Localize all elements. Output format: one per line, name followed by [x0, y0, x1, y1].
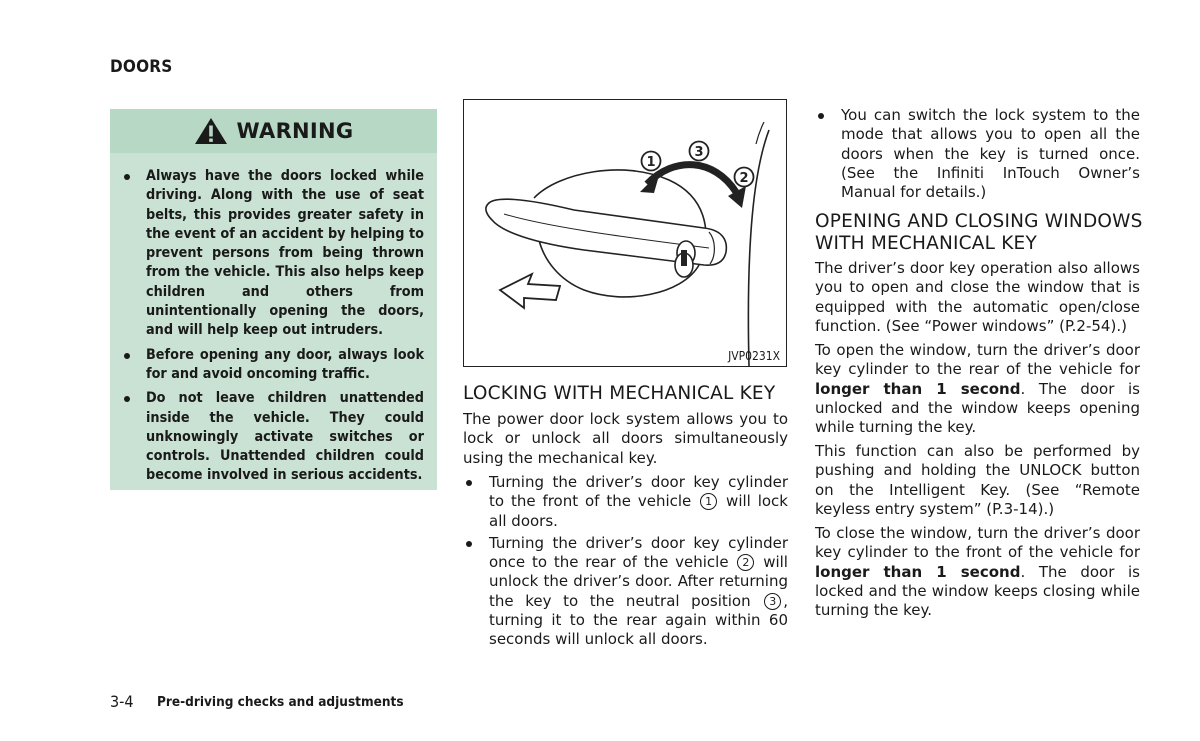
text-run: . The door is unlocked and the window keeps opening while turning the key.	[815, 379, 1140, 437]
figure-marker: 1	[646, 155, 656, 170]
bullet-icon	[124, 353, 130, 359]
windows-paragraph-2	[815, 341, 1140, 437]
list-item	[463, 534, 788, 650]
text-run: To open the window, turn the driver’s door key cylinder to the rear of the vehicle for	[815, 341, 1140, 379]
step-marker: 1	[700, 493, 717, 510]
warning-list	[124, 167, 424, 491]
windows-paragraph-3: This function can also be performed by pushing and holding the UNLOCK button on the Intelligent Key. (See “Remote keyless entry system” (P.3-14).)	[815, 442, 1140, 518]
warning-item	[124, 167, 424, 341]
warning-item-text: Do not leave children unattended inside the vehicle. They could unknowingly activate switches or controls. Unattended children could become involved in serious accidents.	[146, 390, 424, 484]
door-handle-illustration	[464, 100, 786, 366]
bullet-icon	[124, 174, 130, 180]
step-marker: 3	[764, 593, 781, 610]
section-title: DOORS	[110, 57, 173, 77]
warning-item	[124, 346, 424, 385]
warning-item-text: Always have the doors locked while driving. Along with the use of seat belts, this provides greater safety in the event of an accident by helping to prevent persons from being thrown from the vehicle. This also helps keep children and others from unintentionally opening the doors, and will help keep out intruders.	[146, 168, 424, 339]
list-item-text: Turning the driver’s door key cylinder once to the rear of the vehicle	[489, 533, 788, 572]
page-number: 3-4	[110, 692, 134, 711]
warning-box	[110, 109, 437, 490]
warning-item	[124, 389, 424, 485]
switch-note-list	[815, 106, 1140, 205]
windows-paragraph-1: The driver’s door key operation also allows you to open and close the window that is equipped with the automatic open/close function. (See “Power windows” (P.2-54).)	[815, 259, 1140, 335]
windows-heading: OPENING AND CLOSING WINDOWS WITH MECHANICAL KEY	[815, 211, 1143, 254]
locking-bullet-list	[463, 473, 788, 653]
bullet-icon	[124, 396, 130, 402]
bullet-icon	[466, 541, 472, 547]
list-item-text: You can switch the lock system to the mode that allows you to open all the doors when the key is turned once. (See the Infiniti InTouch Owner’s Manual for details.)	[841, 106, 1140, 202]
emphasis-text: longer than 1 second	[815, 379, 1021, 398]
figure-marker: 3	[694, 145, 704, 160]
figure-label: JVP0231X	[728, 349, 780, 363]
windows-paragraph-4	[815, 524, 1140, 620]
warning-item-text: Before opening any door, always look for and avoid oncoming traffic.	[146, 346, 424, 382]
list-item-text: will lock all doors.	[489, 492, 788, 530]
text-run: . The door is locked and the window keeps closing while turning the key.	[815, 562, 1140, 620]
list-item-text: will unlock the driver’s door. After returning the key to the neutral position	[489, 553, 788, 610]
list-item	[463, 473, 788, 531]
door-handle-figure	[463, 99, 787, 367]
emphasis-text: longer than 1 second	[815, 562, 1021, 581]
warning-header	[110, 109, 437, 153]
step-marker: 2	[737, 554, 754, 571]
warning-title: WARNING	[236, 119, 354, 143]
list-item-text: , turning it to the rear again within 60 seconds will unlock all doors.	[489, 591, 788, 649]
list-item	[815, 106, 1140, 202]
figure-marker: 2	[739, 171, 749, 186]
text-run: To close the window, turn the driver’s door key cylinder to the front of the vehicle for	[815, 524, 1140, 562]
locking-intro: The power door lock system allows you to lock or unlock all doors simultaneously using the mechanical key.	[463, 410, 788, 467]
list-item-text: Turning the driver’s door key cylinder to the front of the vehicle	[489, 473, 788, 511]
bullet-icon	[466, 480, 472, 486]
chapter-title: Pre-driving checks and adjustments	[157, 694, 404, 710]
bullet-icon	[818, 113, 824, 119]
locking-heading: LOCKING WITH MECHANICAL KEY	[463, 383, 776, 404]
warning-triangle-icon	[194, 117, 228, 145]
